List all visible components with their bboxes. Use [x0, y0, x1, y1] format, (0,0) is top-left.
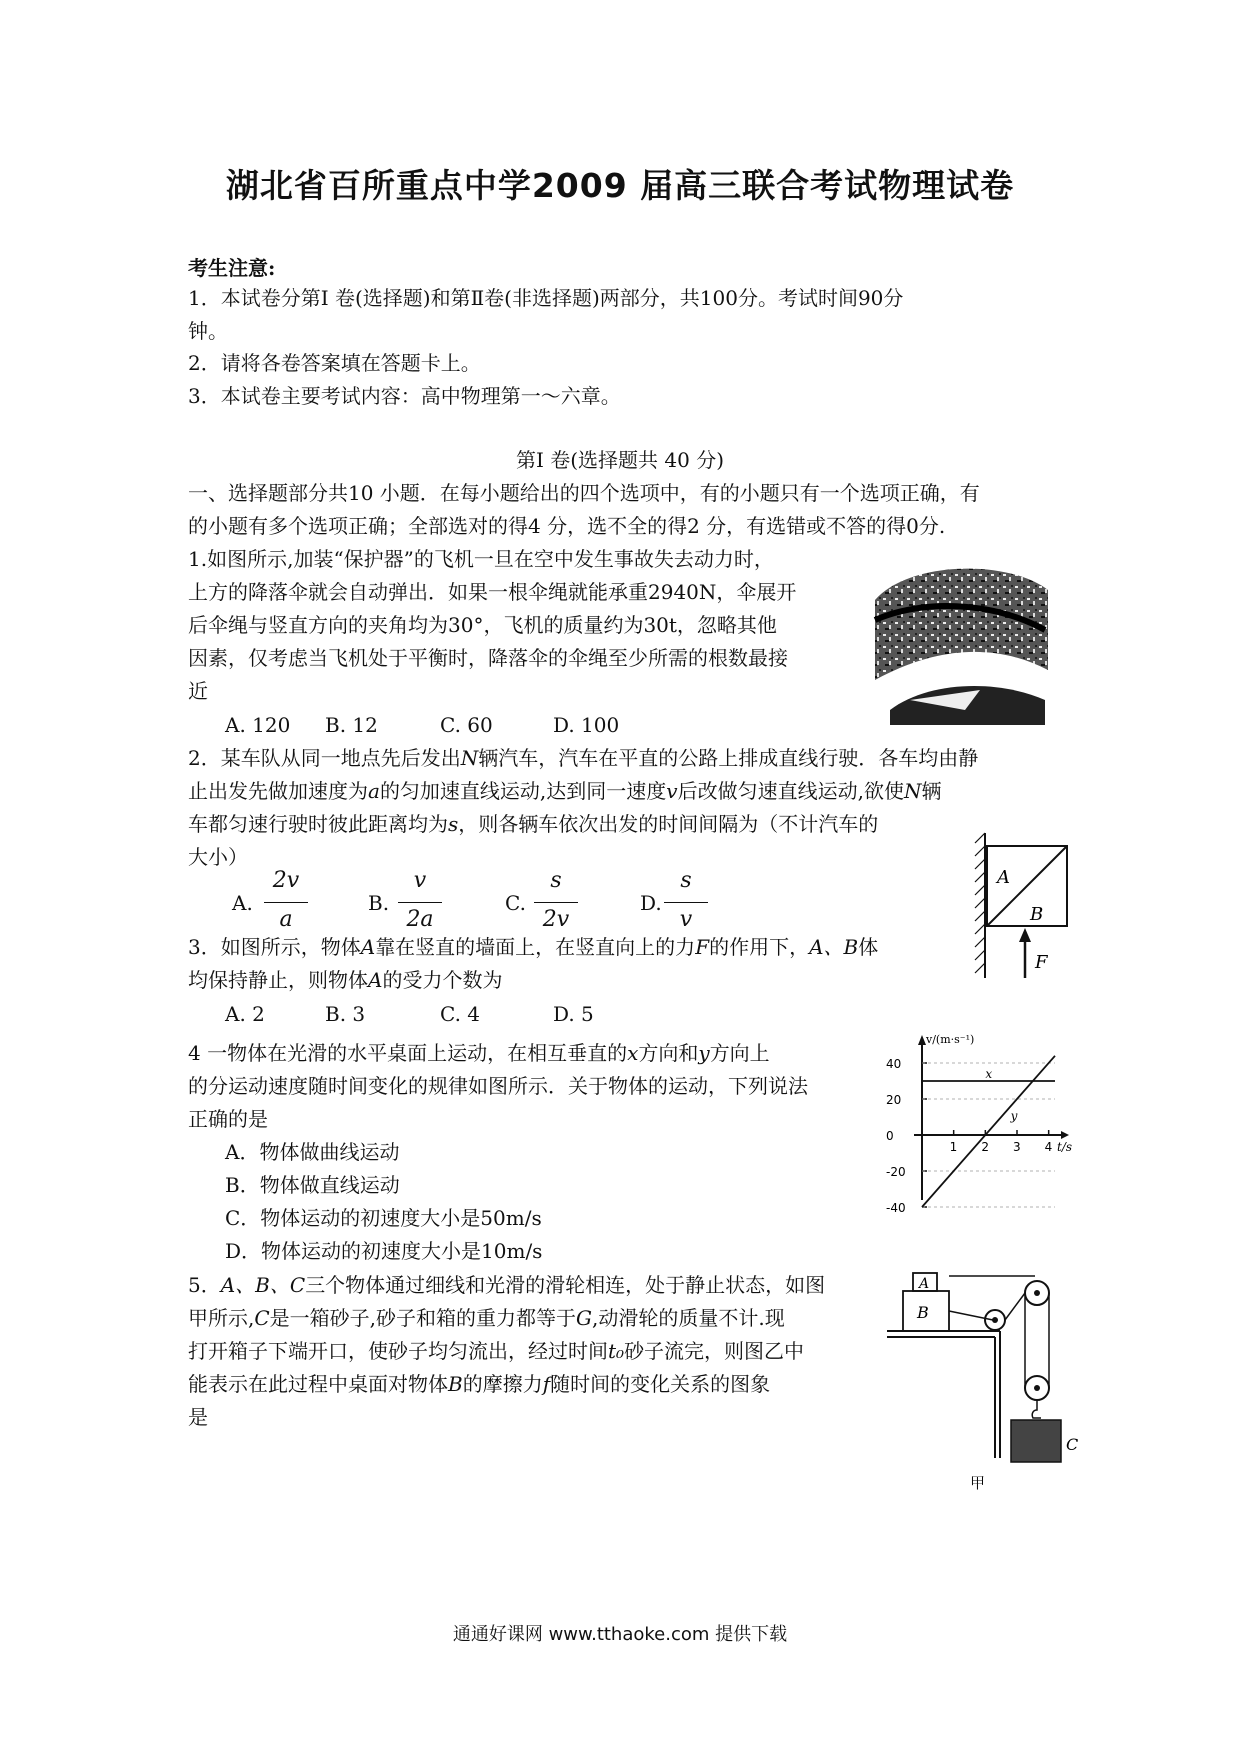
parachute-photo	[870, 560, 1050, 730]
q5-line-3: 打开箱子下端开口，使砂子均匀流出，经过时间t₀砂子流完，则图乙中	[188, 1339, 805, 1363]
label-a: A	[919, 1276, 930, 1292]
y-tick-label: 0	[886, 1129, 894, 1143]
q3-line-1: 3．如图所示，物体A靠在竖直的墙面上，在竖直向上的力F的作用下，A、B体	[188, 935, 879, 959]
figure-caption: 甲	[970, 1474, 986, 1492]
y-tick-label: -40	[886, 1201, 906, 1215]
q1-option-d: D. 100	[553, 713, 620, 737]
label-a: A	[997, 867, 1010, 888]
q1-option-a: A. 120	[225, 713, 291, 737]
label-b: B	[917, 1303, 929, 1322]
y-tick-label: 20	[886, 1093, 902, 1107]
q1-line: 因素，仅考虑当飞机处于平衡时，降落伞的伞绳至少所需的根数最接	[188, 646, 788, 670]
q1-option-c: C. 60	[440, 713, 493, 737]
q2-option-c-frac: s 2v	[526, 868, 586, 937]
q2-option-b-frac: v 2a	[390, 868, 450, 937]
q2-line-2: 止出发先做加速度为a的匀加速直线运动,达到同一速度v后改做匀速直线运动,欲使N辆	[188, 779, 942, 803]
y-tick-label: 40	[886, 1057, 902, 1071]
velocity-time-chart	[880, 1030, 1073, 1215]
q2-option-d-frac: s v	[656, 868, 716, 937]
q4-option-a: A．物体做曲线运动	[225, 1140, 400, 1164]
q4-option-d: D．物体运动的初速度大小是10m/s	[225, 1239, 543, 1263]
notice-item: 钟。	[188, 319, 228, 343]
q1-line: 近	[188, 679, 208, 703]
y-tick-label: -20	[886, 1165, 906, 1179]
y-axis-label: v/(m·s⁻¹)	[926, 1033, 975, 1046]
wall-block-diagram	[975, 828, 1085, 988]
notice-item: 1．本试卷分第Ⅰ 卷(选择题)和第Ⅱ卷(非选择题)两部分，共100分。考试时间90分	[188, 286, 904, 310]
q2-option-b-label: B.	[368, 891, 390, 915]
notice-item: 3．本试卷主要考试内容：高中物理第一～六章。	[188, 384, 621, 408]
q5-line-5: 是	[188, 1405, 208, 1429]
x-axis-label: t/s	[1057, 1140, 1073, 1154]
q3-option-a: A. 2	[225, 1002, 265, 1026]
series-label-x: x	[985, 1067, 993, 1081]
section-intro: 一、选择题部分共10 小题．在每小题给出的四个选项中，有的小题只有一个选项正确，有	[188, 481, 980, 505]
x-axis-arrow	[1061, 1131, 1069, 1139]
q3-line-2: 均保持静止，则物体A的受力个数为	[188, 968, 503, 992]
q2-option-a-label: A.	[232, 891, 253, 915]
notice-heading: 考生注意:	[188, 256, 276, 280]
q3-option-b: B. 3	[325, 1002, 366, 1026]
q1-line: 后伞绳与竖直方向的夹角均为30°，飞机的质量约为30t，忽略其他	[188, 613, 777, 637]
label-b: B	[1030, 904, 1044, 925]
notice-item: 2．请将各卷答案填在答题卡上。	[188, 351, 481, 375]
q5-line-1: 5．A、B、C三个物体通过细线和光滑的滑轮相连，处于静止状态，如图	[188, 1273, 826, 1297]
q4-line-3: 正确的是	[188, 1107, 268, 1131]
label-f: F	[1035, 952, 1048, 973]
q4-option-b: B．物体做直线运动	[225, 1173, 400, 1197]
q1-option-b: B. 12	[325, 713, 378, 737]
pulley-diagram	[885, 1268, 1079, 1493]
section-heading: 第Ⅰ 卷(选择题共 40 分)	[515, 448, 725, 472]
q2-line-3: 车都匀速行驶时彼此距离均为s，则各辆车依次出发的时间间隔为（不计汽车的	[188, 812, 879, 836]
x-tick-label: 1	[949, 1140, 958, 1154]
q2-option-a-frac: 2v a	[256, 868, 316, 937]
page-title: 湖北省百所重点中学2009 届高三联合考试物理试卷	[225, 166, 1015, 205]
q4-option-c: C．物体运动的初速度大小是50m/s	[225, 1206, 542, 1230]
q2-line-1: 2．某车队从同一地点先后发出N辆汽车，汽车在平直的公路上排成直线行驶．各车均由静	[188, 746, 979, 770]
q3-option-c: C. 4	[440, 1002, 481, 1026]
x-tick-label: 2	[981, 1140, 989, 1154]
q2-line-4: 大小）	[188, 845, 248, 869]
q2-option-d-label: D.	[640, 891, 662, 915]
q1-line: 1.如图所示,加装“保护器”的飞机一旦在空中发生事故失去动力时，	[188, 547, 774, 571]
section-intro: 的小题有多个选项正确；全部选对的得4 分，选不全的得2 分，有选错或不答的得0分.	[188, 514, 946, 538]
x-tick-label: 3	[1013, 1140, 1021, 1154]
x-tick-label: 4	[1044, 1140, 1053, 1154]
q5-line-2: 甲所示,C是一箱砂子,砂子和箱的重力都等于G,动滑轮的质量不计.现	[188, 1306, 785, 1330]
q1-line: 上方的降落伞就会自动弹出．如果一根伞绳就能承重2940N，伞展开	[188, 580, 797, 604]
q3-option-d: D. 5	[553, 1002, 594, 1026]
q4-line-2: 的分运动速度随时间变化的规律如图所示．关于物体的运动，下列说法	[188, 1074, 808, 1098]
label-c: C	[1066, 1435, 1079, 1454]
series-label-y: y	[1010, 1109, 1018, 1124]
y-axis-arrow	[918, 1035, 926, 1045]
footer-text: 通通好课网 www.tthaoke.com 提供下载	[452, 1624, 788, 1645]
q2-option-c-label: C.	[505, 891, 526, 915]
q4-line-1: 4 一物体在光滑的水平桌面上运动，在相互垂直的x方向和y方向上	[188, 1041, 770, 1065]
q5-line-4: 能表示在此过程中桌面对物体B的摩擦力f随时间的变化关系的图象	[188, 1372, 771, 1396]
